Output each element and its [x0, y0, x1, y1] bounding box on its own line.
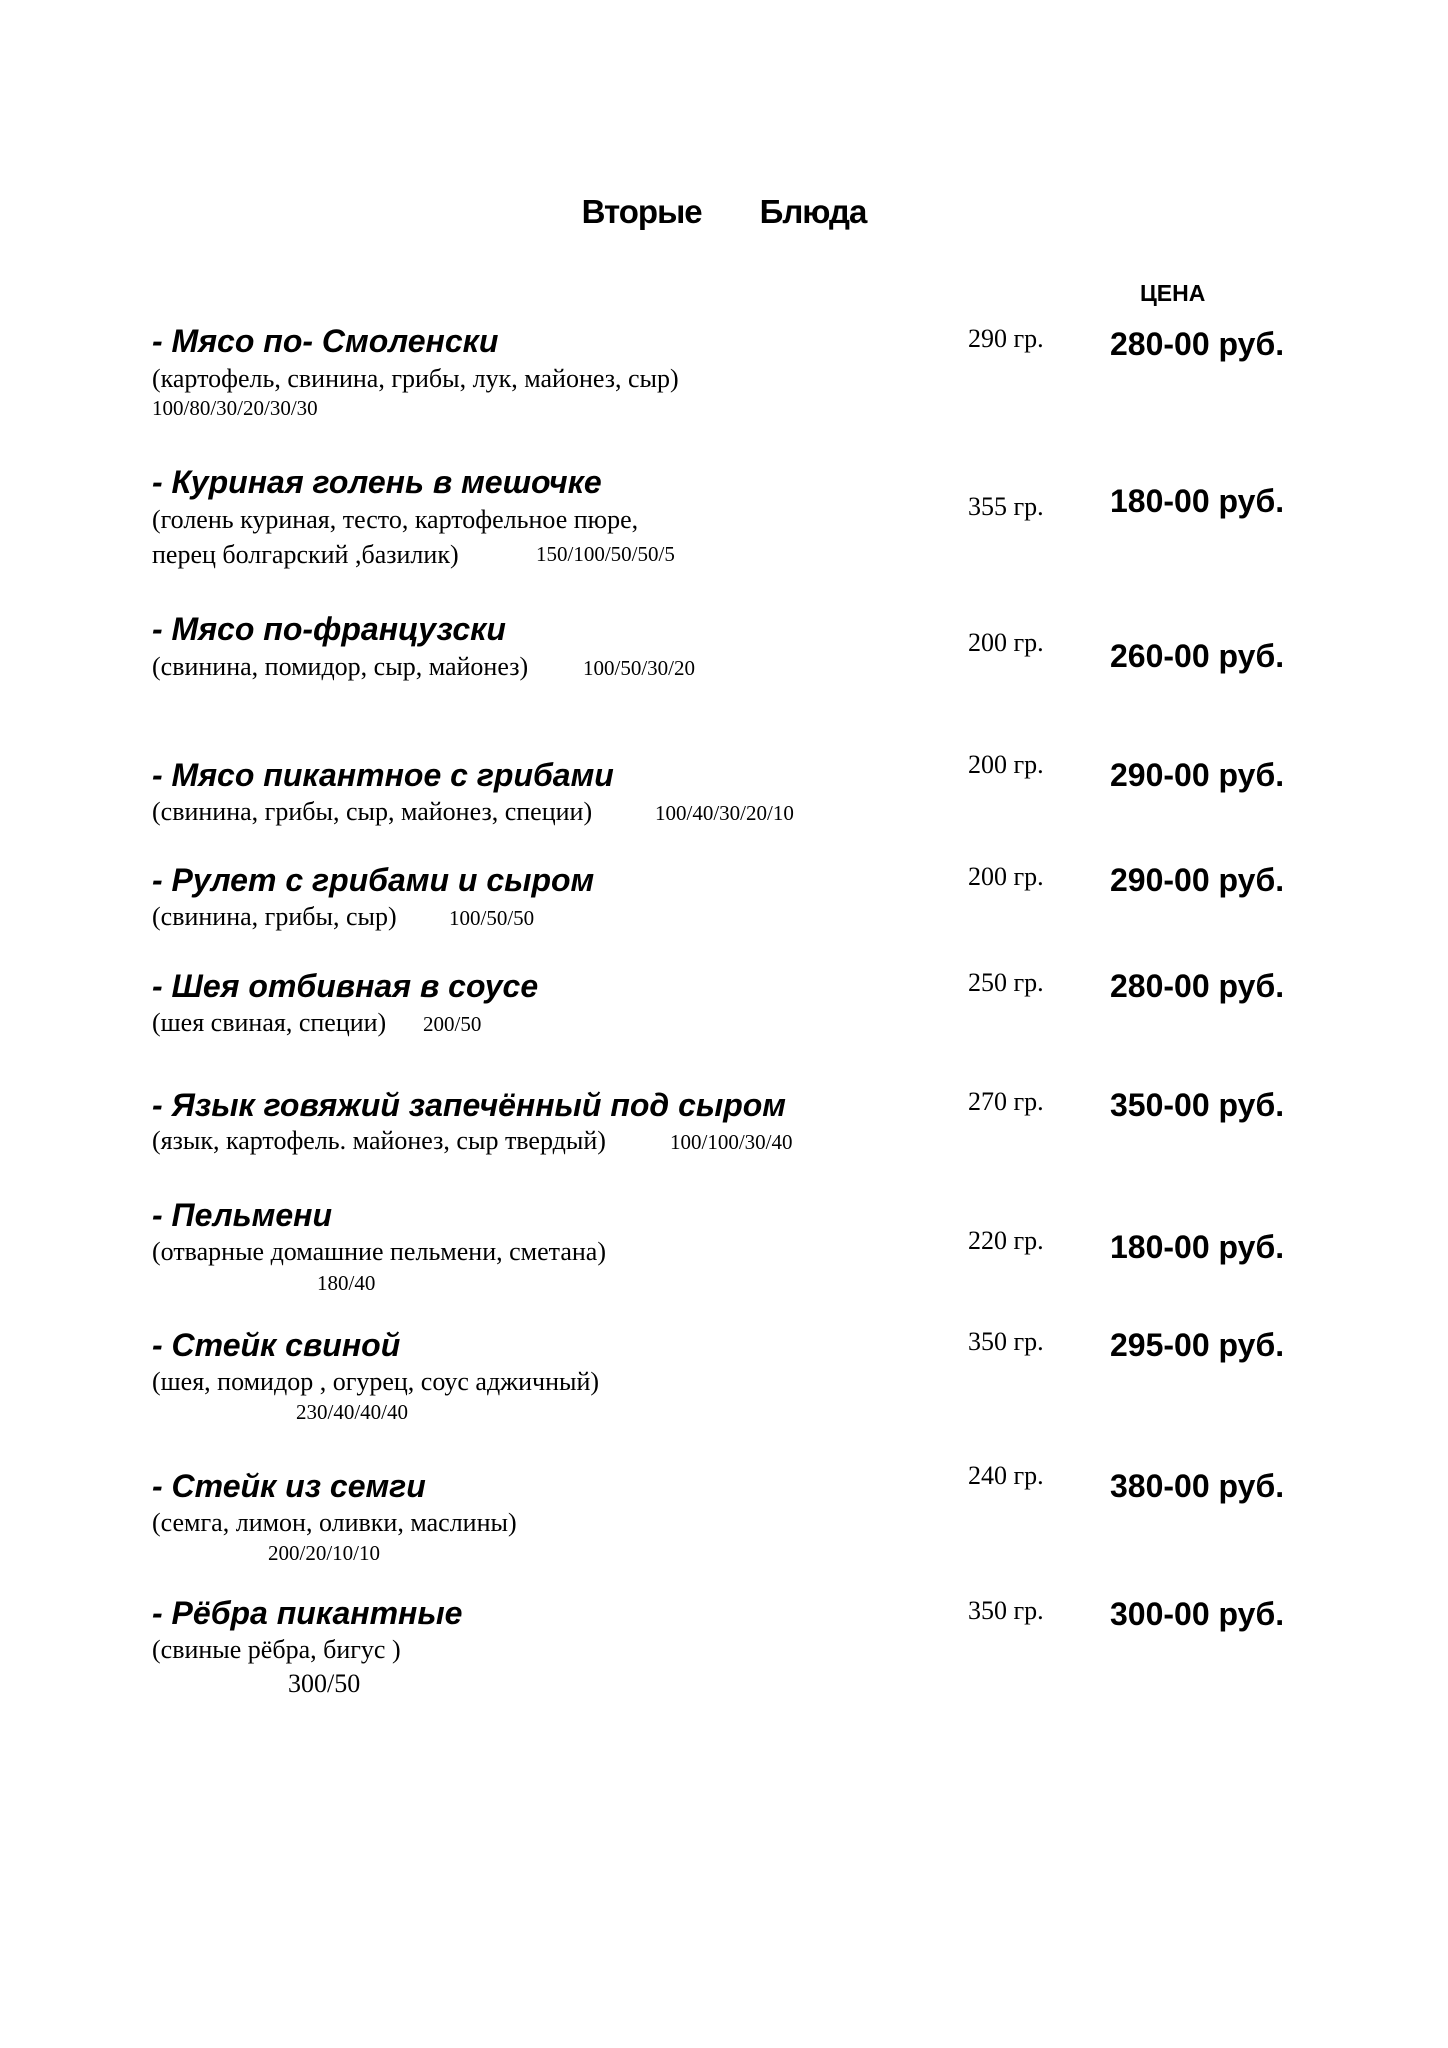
dish-portion-ratio: 150/100/50/50/5: [536, 542, 675, 566]
dish-portion-ratio: 100/100/30/40: [670, 1130, 793, 1154]
dish-price: 180-00 руб.: [1110, 1229, 1285, 1265]
dish-weight: 240 гр.: [968, 1461, 1044, 1490]
dish-price: 300-00 руб.: [1110, 1596, 1285, 1632]
dish-price: 280-00 руб.: [1110, 968, 1285, 1004]
dish-name: - Мясо по- Смоленски: [152, 323, 499, 359]
dish-price: 290-00 руб.: [1110, 757, 1285, 793]
dish-price: 180-00 руб.: [1110, 483, 1285, 519]
dish-portion-ratio: 100/50/30/20: [583, 656, 696, 680]
dish-weight: 350 гр.: [968, 1327, 1044, 1356]
dish-ingredients: (язык, картофель. майонез, сыр твердый): [152, 1126, 606, 1155]
title-word-1: Вторые: [581, 193, 702, 230]
dish-ingredients: (свинина, грибы, сыр, майонез, специи): [152, 797, 593, 826]
price-column-header: ЦЕНА: [1140, 280, 1206, 306]
dish-weight: 290 гр.: [968, 324, 1044, 353]
dish-name: - Пельмени: [152, 1197, 332, 1233]
dish-weight: 200 гр.: [968, 862, 1044, 891]
dish-weight: 200 гр.: [968, 628, 1044, 657]
dish-weight: 355 гр.: [968, 492, 1044, 521]
page-title: [0, 193, 1448, 231]
dish-ingredients: (шея, помидор , огурец, соус аджичный): [152, 1367, 600, 1396]
title-word-2: Блюда: [759, 193, 867, 230]
dish-weight: 220 гр.: [968, 1226, 1044, 1255]
dish-name: - Рулет с грибами и сыром: [152, 862, 595, 898]
dish-price: 280-00 руб.: [1110, 326, 1285, 362]
dish-name: - Мясо по-французски: [152, 611, 506, 647]
dish-ingredients-continued: перец болгарский ,базилик): [152, 540, 459, 569]
dish-portion-ratio: 200/20/10/10: [268, 1541, 381, 1565]
dish-name: - Язык говяжий запечённый под сыром: [152, 1087, 786, 1123]
dish-weight: 200 гр.: [968, 750, 1044, 779]
dish-ingredients: (свинина, помидор, сыр, майонез): [152, 652, 529, 681]
dish-ingredients: (голень куриная, тесто, картофельное пюре,: [152, 505, 639, 534]
dish-portion-ratio: 100/80/30/20/30/30: [152, 396, 318, 420]
dish-name: - Рёбра пикантные: [152, 1595, 463, 1631]
dish-portion-ratio: 200/50: [423, 1012, 482, 1036]
dish-price: 380-00 руб.: [1110, 1468, 1285, 1504]
dish-name: - Мясо пикантное с грибами: [152, 757, 614, 793]
dish-portion-ratio: 180/40: [317, 1271, 376, 1295]
dish-name: - Стейк свиной: [152, 1327, 401, 1363]
dish-price: 350-00 руб.: [1110, 1087, 1285, 1123]
dish-ingredients: (свиные рёбра, бигус ): [152, 1635, 401, 1664]
dish-weight: 250 гр.: [968, 968, 1044, 997]
dish-ingredients: (отварные домашние пельмени, сметана): [152, 1237, 606, 1266]
dish-weight: 270 гр.: [968, 1087, 1044, 1116]
dish-name: - Стейк из семги: [152, 1468, 426, 1504]
dish-ingredients: (картофель, свинина, грибы, лук, майонез, сыр): [152, 364, 679, 393]
dish-price: 290-00 руб.: [1110, 862, 1285, 898]
dish-ingredients: (семга, лимон, оливки, маслины): [152, 1508, 517, 1537]
dish-portion-ratio: 100/50/50: [449, 906, 535, 930]
dish-price: 260-00 руб.: [1110, 638, 1285, 674]
dish-portion-ratio: 100/40/30/20/10: [655, 801, 794, 825]
dish-portion-ratio: 230/40/40/40: [296, 1400, 409, 1424]
dish-weight: 350 гр.: [968, 1596, 1044, 1625]
dish-ingredients: (шея свиная, специи): [152, 1008, 387, 1037]
dish-portion-ratio: 300/50: [288, 1669, 361, 1698]
dish-name: - Шея отбивная в соусе: [152, 968, 539, 1004]
dish-name: - Куриная голень в мешочке: [152, 464, 602, 500]
dish-ingredients: (свинина, грибы, сыр): [152, 902, 397, 931]
dish-price: 295-00 руб.: [1110, 1327, 1285, 1363]
